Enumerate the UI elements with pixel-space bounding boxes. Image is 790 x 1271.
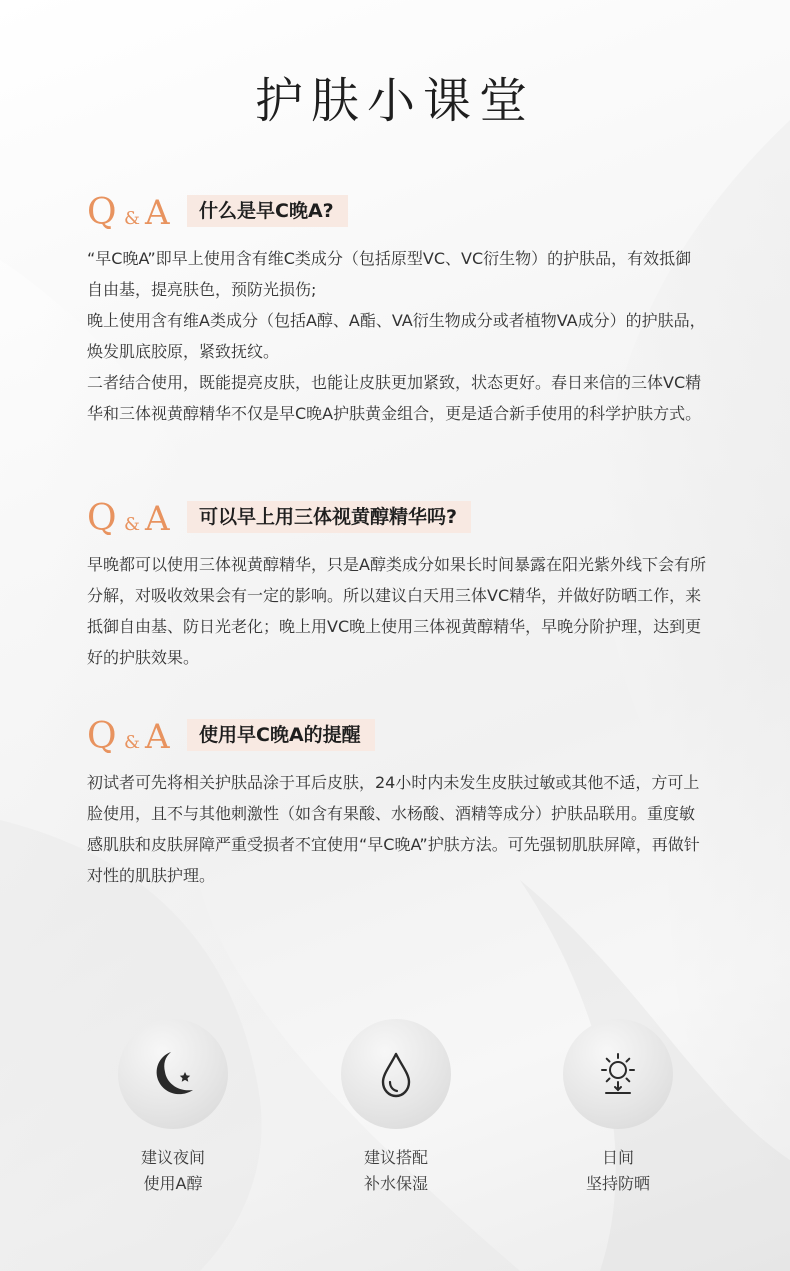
tip-text <box>538 1145 698 1197</box>
qa-logo-a: A <box>145 499 170 535</box>
answer-paragraph: 晚上使用含有维A类成分（包括A醇、A酯、VA衍生物成分或者植物VA成分）的护肤品，焕发肌底胶原，紧致抚纹。 <box>87 311 706 361</box>
sun-icon <box>590 1046 646 1102</box>
qa-logo <box>87 499 175 535</box>
tip-sunscreen <box>538 1019 698 1197</box>
answer-text <box>87 767 707 891</box>
answer-paragraph: 初试者可先将相关护肤品涂于耳后皮肤，24小时内未发生皮肤过敏或其他不适，方可上脸使用，且不与其他刺激性（如含有果酸、水杨酸、酒精等成分）护肤品联用。重度敏感肌肤和皮肤屏障严重受损者不宜使用“早C晚A”护肤方法。可先强韧肌肤屏障，再做针对性的肌肤护理。 <box>87 773 700 885</box>
qa-logo <box>87 193 175 229</box>
moon-star-icon <box>145 1046 201 1102</box>
answer-paragraph: 早晚都可以使用三体视黄醇精华，只是A醇类成分如果长时间暴露在阳光紫外线下会有所分解，对吸收效果会有一定的影响。所以建议白天用三体VC精华，并做好防晒工作，来抵御自由基、防日光老化；晚上用VC晚上使用三体视黄醇精华，早晚分阶护理，达到更好的护肤效果。 <box>87 555 706 667</box>
question-label: 可以早上用三体视黄醇精华吗? <box>187 501 471 533</box>
tip-icon-circle <box>341 1019 451 1129</box>
tip-icon-circle <box>118 1019 228 1129</box>
qa-logo-q: Q <box>87 499 117 535</box>
page-title: 护肤小课堂 <box>254 73 535 129</box>
tip-line-2: 使用A醇 <box>143 1174 203 1193</box>
answer-paragraph: “早C晚A”即早上使用含有维C类成分（包括原型VC、VC衍生物）的护肤品，有效抵御自由基，提亮肤色，预防光损伤; <box>87 249 692 299</box>
qa-logo-q: Q <box>87 717 117 753</box>
question-label: 什么是早C晚A? <box>187 195 348 227</box>
answer-text <box>87 243 707 429</box>
qa-logo-amp: & <box>124 514 141 535</box>
tip-line-1: 建议夜间 <box>140 1148 205 1167</box>
qa-logo-a: A <box>145 717 170 753</box>
tip-line-2: 坚持防晒 <box>585 1174 650 1193</box>
qa-logo-amp: & <box>124 208 141 229</box>
qa-header <box>87 193 707 229</box>
answer-text <box>87 549 707 673</box>
qa-logo-amp: & <box>124 732 141 753</box>
answer-paragraph: 二者结合使用，既能提亮皮肤，也能让皮肤更加紧致，状态更好。春日来信的三体VC精华和三体视黄醇精华不仅是早C晚A护肤黄金组合，更是适合新手使用的科学护肤方式。 <box>87 373 702 423</box>
tip-icon-circle <box>563 1019 673 1129</box>
question-label: 使用早C晚A的提醒 <box>187 719 375 751</box>
tip-text <box>93 1145 253 1197</box>
qa-logo <box>87 717 175 753</box>
tip-night <box>93 1019 253 1197</box>
tip-hydrate <box>316 1019 476 1197</box>
tip-line-1: 日间 <box>601 1148 634 1167</box>
qa-header <box>87 499 707 535</box>
qa-section-2 <box>87 499 707 673</box>
qa-logo-a: A <box>145 193 170 229</box>
tip-line-1: 建议搭配 <box>363 1148 428 1167</box>
qa-header <box>87 717 707 753</box>
tip-line-2: 补水保湿 <box>363 1174 428 1193</box>
qa-section-1 <box>87 193 707 429</box>
tip-text <box>316 1145 476 1197</box>
qa-section-3 <box>87 717 707 891</box>
qa-logo-q: Q <box>87 193 117 229</box>
water-drop-icon <box>368 1046 424 1102</box>
